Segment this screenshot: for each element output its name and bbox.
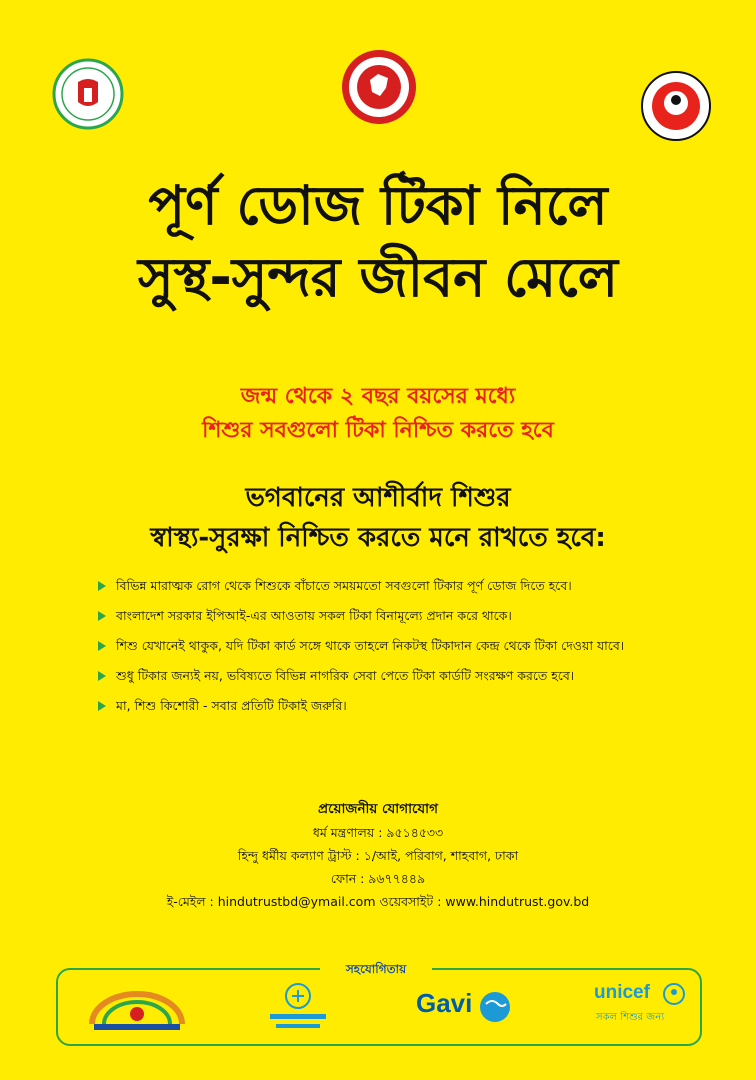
bullet-arrow-icon (98, 581, 106, 591)
red-message-line-1: জন্ম থেকে ২ বছর বয়সের মধ্যে (240, 384, 516, 409)
unicef-logo (594, 982, 694, 1032)
bullet-arrow-icon (98, 671, 106, 681)
headline-line-2: সুস্থ-সুন্দর জীবন মেলে (137, 246, 618, 309)
list-item: মা, শিশু কিশোরী - সবার প্রতিটি টিকাই জরুরি। (98, 696, 668, 716)
bullet-arrow-icon (98, 641, 106, 651)
contact-title: প্রয়োজনীয় যোগাযোগ (318, 801, 438, 817)
headline (0, 170, 756, 314)
contact-email-web: ই-মেইল : hindutrustbd@ymail.com ওয়েবসাইট : www.hindutrust.gov.bd (166, 894, 590, 909)
unicef-tagline: সকল শিশুর জন্য (596, 1012, 665, 1023)
gavi-wordmark: Gavi (416, 988, 473, 1018)
headline-line-1: পূর্ণ ডোজ টিকা নিলে (148, 174, 608, 237)
list-item: বাংলাদেশ সরকার ইপিআই-এর আওতায় সকল টিকা বিনামূল্যে প্রদান করে থাকে। (98, 606, 668, 626)
unicef-wordmark: unicef (594, 982, 650, 1003)
black-message-line-1: ভগবানের আশীর্বাদ শিশুর (245, 483, 511, 513)
unicef-emblem-icon (662, 982, 686, 1006)
bangladesh-government-seal-icon (340, 48, 418, 126)
red-message-line-2: শিশুর সবগুলো টিকা নিশ্চিত করতে হবে (202, 418, 554, 443)
list-item: শিশু যেখানেই থাকুক, যদি টিকা কার্ড সঙ্গে থাকে তাহলে নিকটস্থ টিকাদান কেন্দ্র থেকে টিকা দেওয়া যাবে। (98, 636, 668, 656)
black-message (0, 478, 756, 558)
gavi-globe-icon (478, 990, 512, 1024)
bullet-arrow-icon (98, 611, 106, 621)
sponsor-box (56, 962, 702, 1046)
health-ministry-logo-icon (82, 984, 192, 1032)
immunization-logo-icon (640, 70, 712, 142)
contact-block (0, 798, 756, 913)
sponsor-label: সহযোগিতায় (320, 959, 432, 979)
ministry-emblem-icon (52, 58, 124, 130)
black-message-line-2: স্বাস্থ্য-সুরক্ষা নিশ্চিত করতে মনে রাখতে হবে: (150, 523, 606, 553)
contact-phone: ফোন : ৯৬৭৭৪৪৯ (330, 871, 426, 886)
contact-trust: হিন্দু ধর্মীয় কল্যাণ ট্রাস্ট : ১/আই, পরিবাগ, শাহবাগ, ঢাকা (237, 848, 519, 863)
gavi-logo (416, 986, 520, 1030)
who-logo-icon (258, 980, 338, 1040)
red-message (0, 380, 756, 448)
advice-list (98, 576, 668, 726)
bullet-arrow-icon (98, 701, 106, 711)
list-item: বিভিন্ন মারাত্মক রোগ থেকে শিশুকে বাঁচাতে সময়মতো সবগুলো টিকার পূর্ণ ডোজ দিতে হবে। (98, 576, 668, 596)
list-item: শুধু টিকার জন্যই নয়, ভবিষ্যতে বিভিন্ন নাগরিক সেবা পেতে টিকা কার্ডটি সংরক্ষণ করতে হবে। (98, 666, 668, 686)
contact-ministry: ধর্ম মন্ত্রণালয় : ৯৫১৪৫৩৩ (312, 825, 444, 840)
